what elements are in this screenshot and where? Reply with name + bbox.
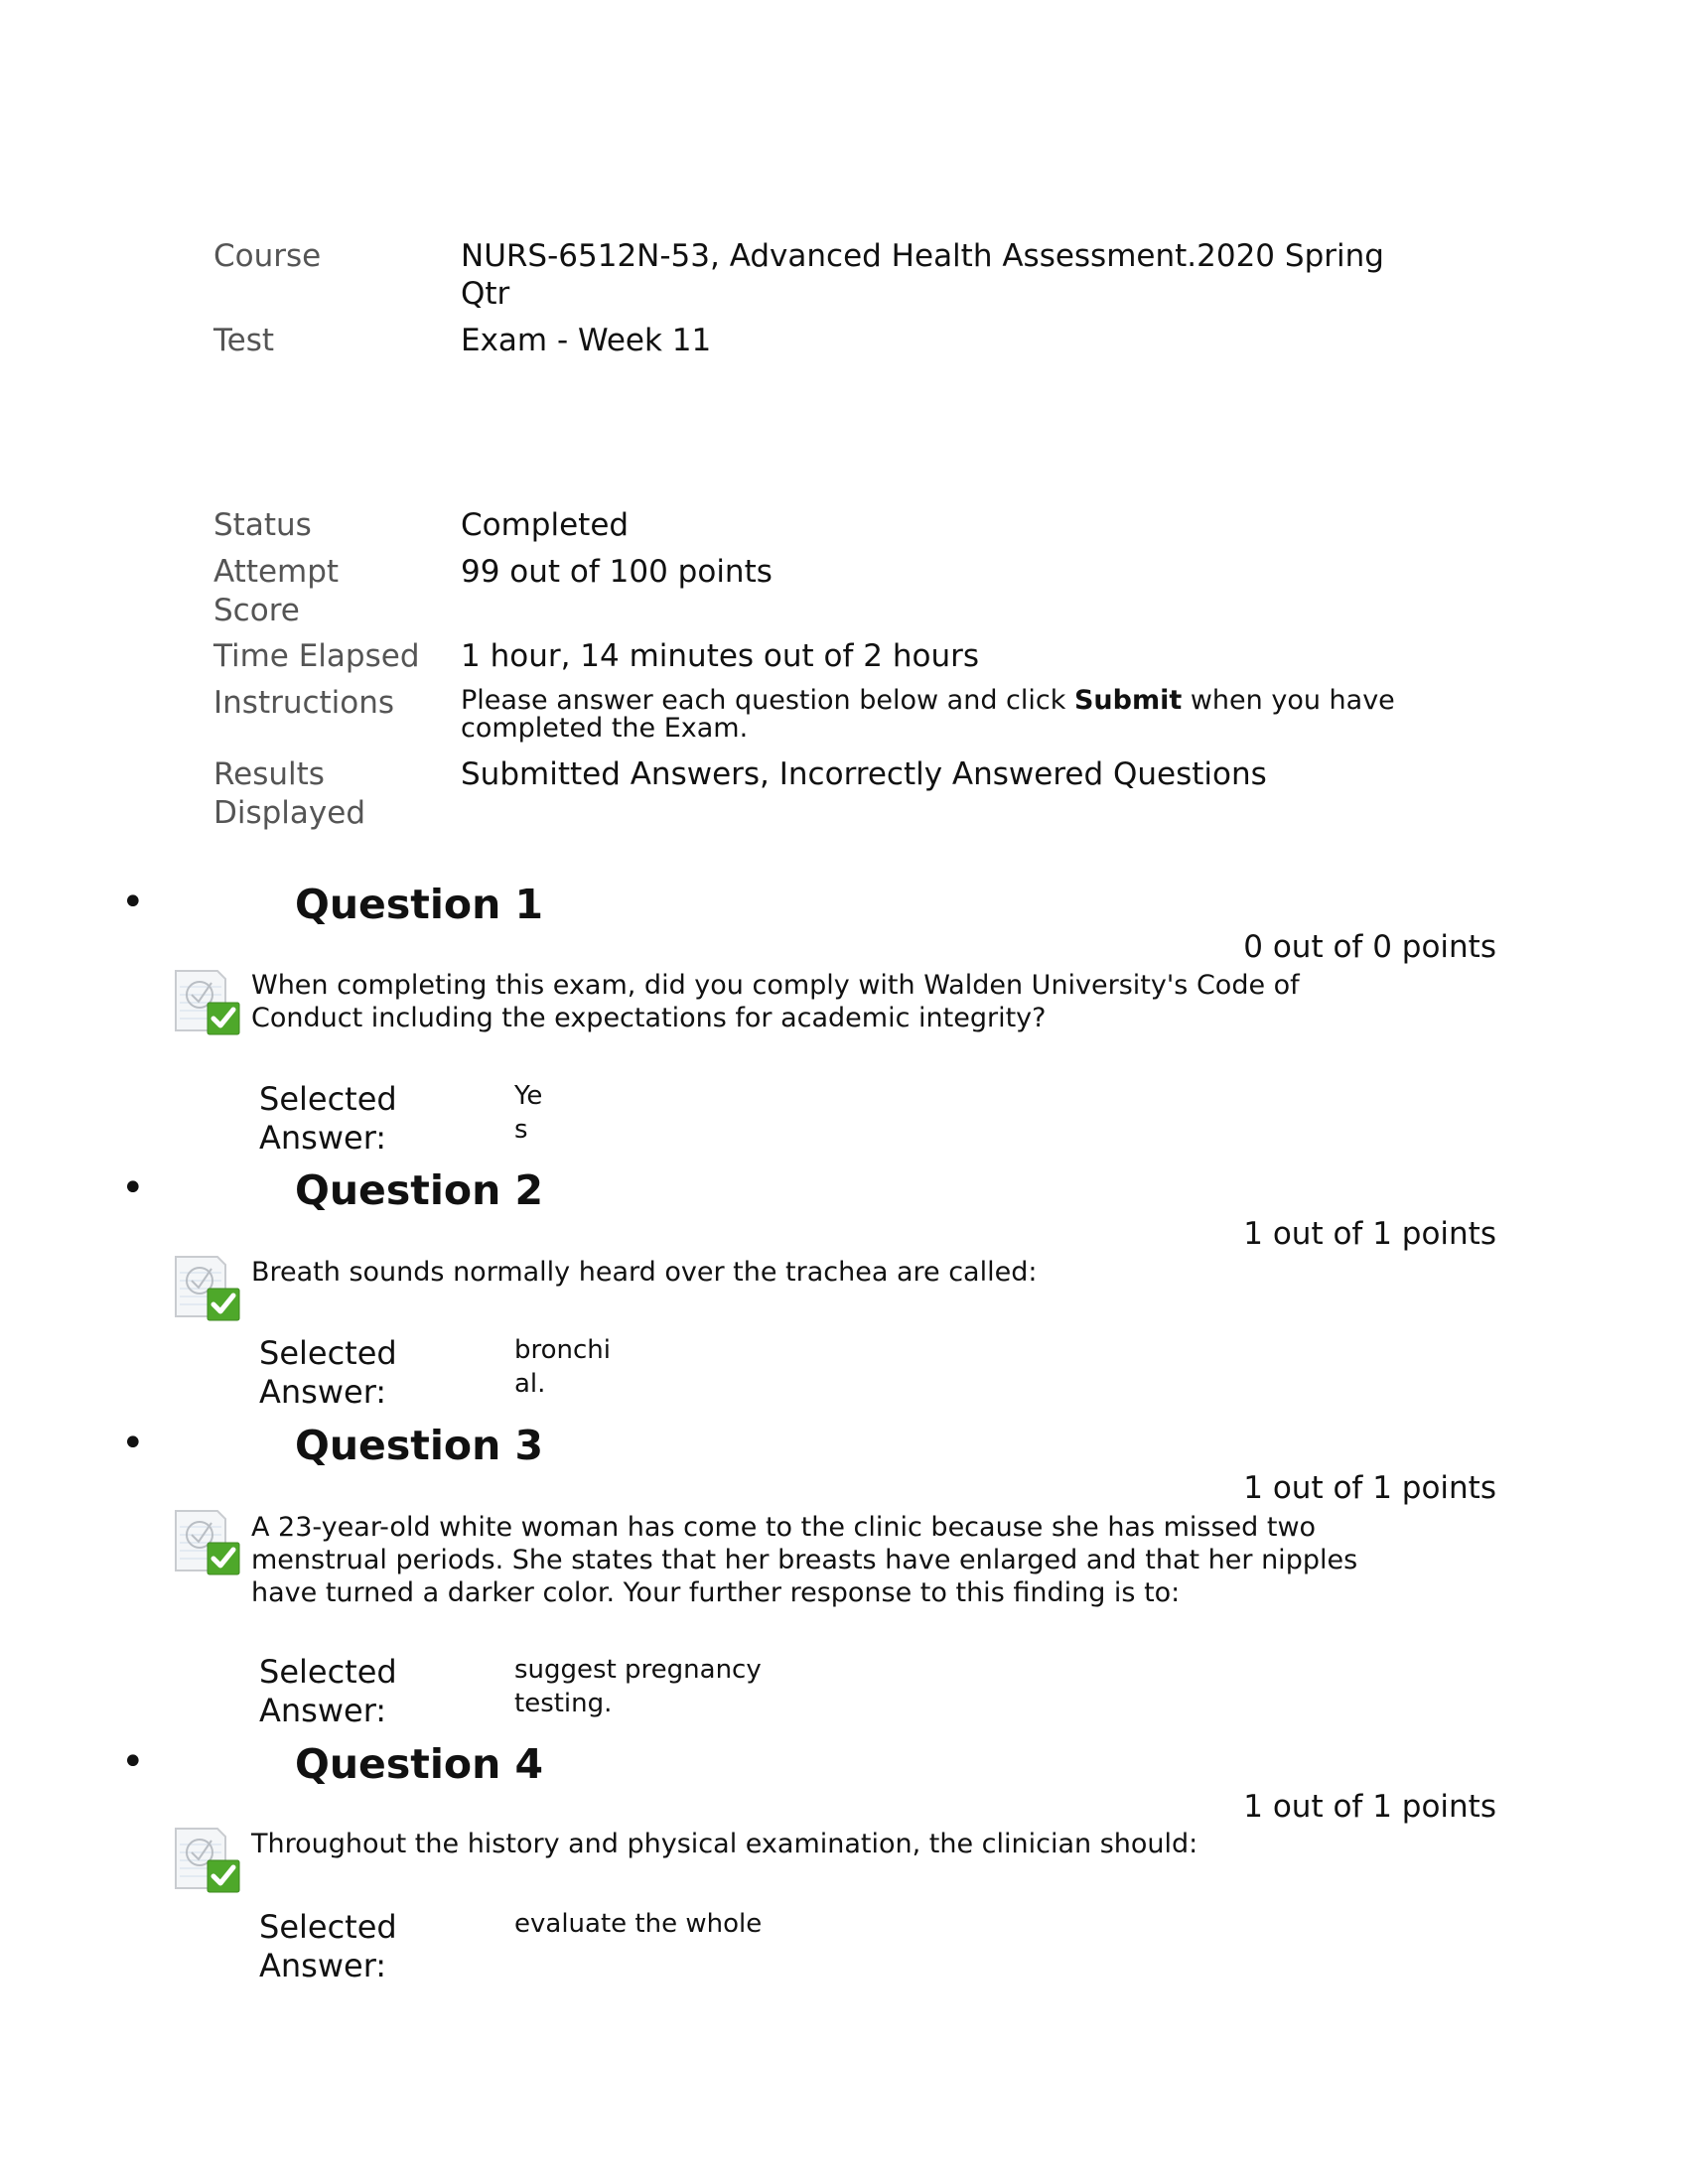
- results-displayed-value: Submitted Answers, Incorrectly Answered Questions: [461, 756, 1267, 792]
- results-label-line: Displayed: [213, 795, 366, 831]
- selected-label-line: Answer:: [259, 1692, 387, 1729]
- instructions-text: when you have: [1182, 685, 1395, 716]
- question-title: Question 1: [295, 881, 544, 928]
- correct-answer-icon: [174, 1255, 241, 1322]
- bullet: •: [121, 880, 145, 925]
- selected-label-line: Selected: [259, 1653, 397, 1691]
- question-text: [251, 1511, 1357, 1609]
- question-points: 1 out of 1 points: [1243, 1470, 1496, 1506]
- selected-answer-value: [514, 1907, 762, 1941]
- time-elapsed-value: 1 hour, 14 minutes out of 2 hours: [461, 638, 980, 674]
- question-text: [251, 1828, 1197, 1860]
- status-value: Completed: [461, 507, 630, 543]
- selected-label-line: Answer:: [259, 1947, 387, 1984]
- instructions-text-line2: completed the Exam.: [461, 713, 749, 744]
- time-elapsed-label: Time Elapsed: [213, 638, 420, 674]
- question-text-line: Throughout the history and physical examination, the clinician should:: [251, 1829, 1198, 1859]
- selected-label-line: Selected: [259, 1334, 397, 1372]
- question-text: [251, 969, 1300, 1034]
- selected-label-line: Answer:: [259, 1373, 387, 1411]
- question-points: 1 out of 1 points: [1243, 1789, 1496, 1825]
- bullet: •: [121, 1421, 145, 1466]
- selected-label-line: Selected: [259, 1908, 397, 1946]
- selected-answer-label: [259, 1080, 397, 1158]
- question-text-line: menstrual periods. She states that her breasts have enlarged and that her nipples: [251, 1545, 1358, 1575]
- answer-line: s: [514, 1115, 528, 1145]
- results-displayed-label: [213, 755, 365, 833]
- selected-answer-label: [259, 1334, 397, 1412]
- test-value: Exam - Week 11: [461, 323, 712, 358]
- course-value-line: Qtr: [461, 276, 510, 312]
- question-text-line: Breath sounds normally heard over the trachea are called:: [251, 1257, 1038, 1288]
- results-label-line: Results: [213, 756, 325, 792]
- selected-answer-label: [259, 1908, 397, 1985]
- question-text-line: When completing this exam, did you comply with Walden University's Code of: [251, 970, 1300, 1001]
- selected-answer-value: [514, 1653, 762, 1720]
- answer-line: Ye: [514, 1081, 543, 1111]
- answer-line: al.: [514, 1369, 546, 1399]
- correct-answer-icon: [174, 1827, 241, 1894]
- selected-answer-label: [259, 1653, 397, 1730]
- question-title: Question 3: [295, 1422, 544, 1469]
- course-value: [461, 237, 1384, 313]
- score-label-line: Attempt: [213, 554, 340, 590]
- question-title: Question 4: [295, 1740, 544, 1788]
- selected-answer-value: [514, 1079, 542, 1147]
- selected-answer-value: [514, 1333, 611, 1401]
- bullet: •: [121, 1165, 145, 1211]
- answer-line: bronchi: [514, 1335, 612, 1365]
- selected-label-line: Answer:: [259, 1119, 387, 1157]
- question-points: 0 out of 0 points: [1243, 929, 1496, 965]
- correct-answer-icon: [174, 1509, 241, 1576]
- bullet: •: [121, 1739, 145, 1785]
- score-label-line: Score: [213, 593, 300, 628]
- course-label: Course: [213, 238, 322, 274]
- question-title: Question 2: [295, 1166, 544, 1214]
- course-value-line: NURS-6512N-53, Advanced Health Assessment.2020 Spring: [461, 238, 1384, 274]
- question-text: [251, 1256, 1037, 1289]
- instructions-text: Please answer each question below and click: [461, 685, 1074, 716]
- instructions-submit-emphasis: Submit: [1073, 685, 1183, 716]
- instructions-label: Instructions: [213, 685, 395, 721]
- score-value: 99 out of 100 points: [461, 554, 773, 590]
- answer-line: testing.: [514, 1689, 613, 1718]
- question-points: 1 out of 1 points: [1243, 1216, 1496, 1252]
- selected-label-line: Selected: [259, 1080, 397, 1118]
- score-label: [213, 553, 339, 630]
- question-text-line: Conduct including the expectations for academic integrity?: [251, 1003, 1047, 1033]
- question-text-line: A 23-year-old white woman has come to the clinic because she has missed two: [251, 1512, 1317, 1543]
- question-text-line: have turned a darker color. Your further response to this finding is to:: [251, 1577, 1181, 1608]
- status-label: Status: [213, 507, 312, 543]
- test-label: Test: [213, 323, 275, 358]
- answer-line: suggest pregnancy: [514, 1655, 762, 1685]
- answer-line: evaluate the whole: [514, 1909, 763, 1939]
- instructions-value: [461, 687, 1395, 743]
- correct-answer-icon: [174, 969, 241, 1036]
